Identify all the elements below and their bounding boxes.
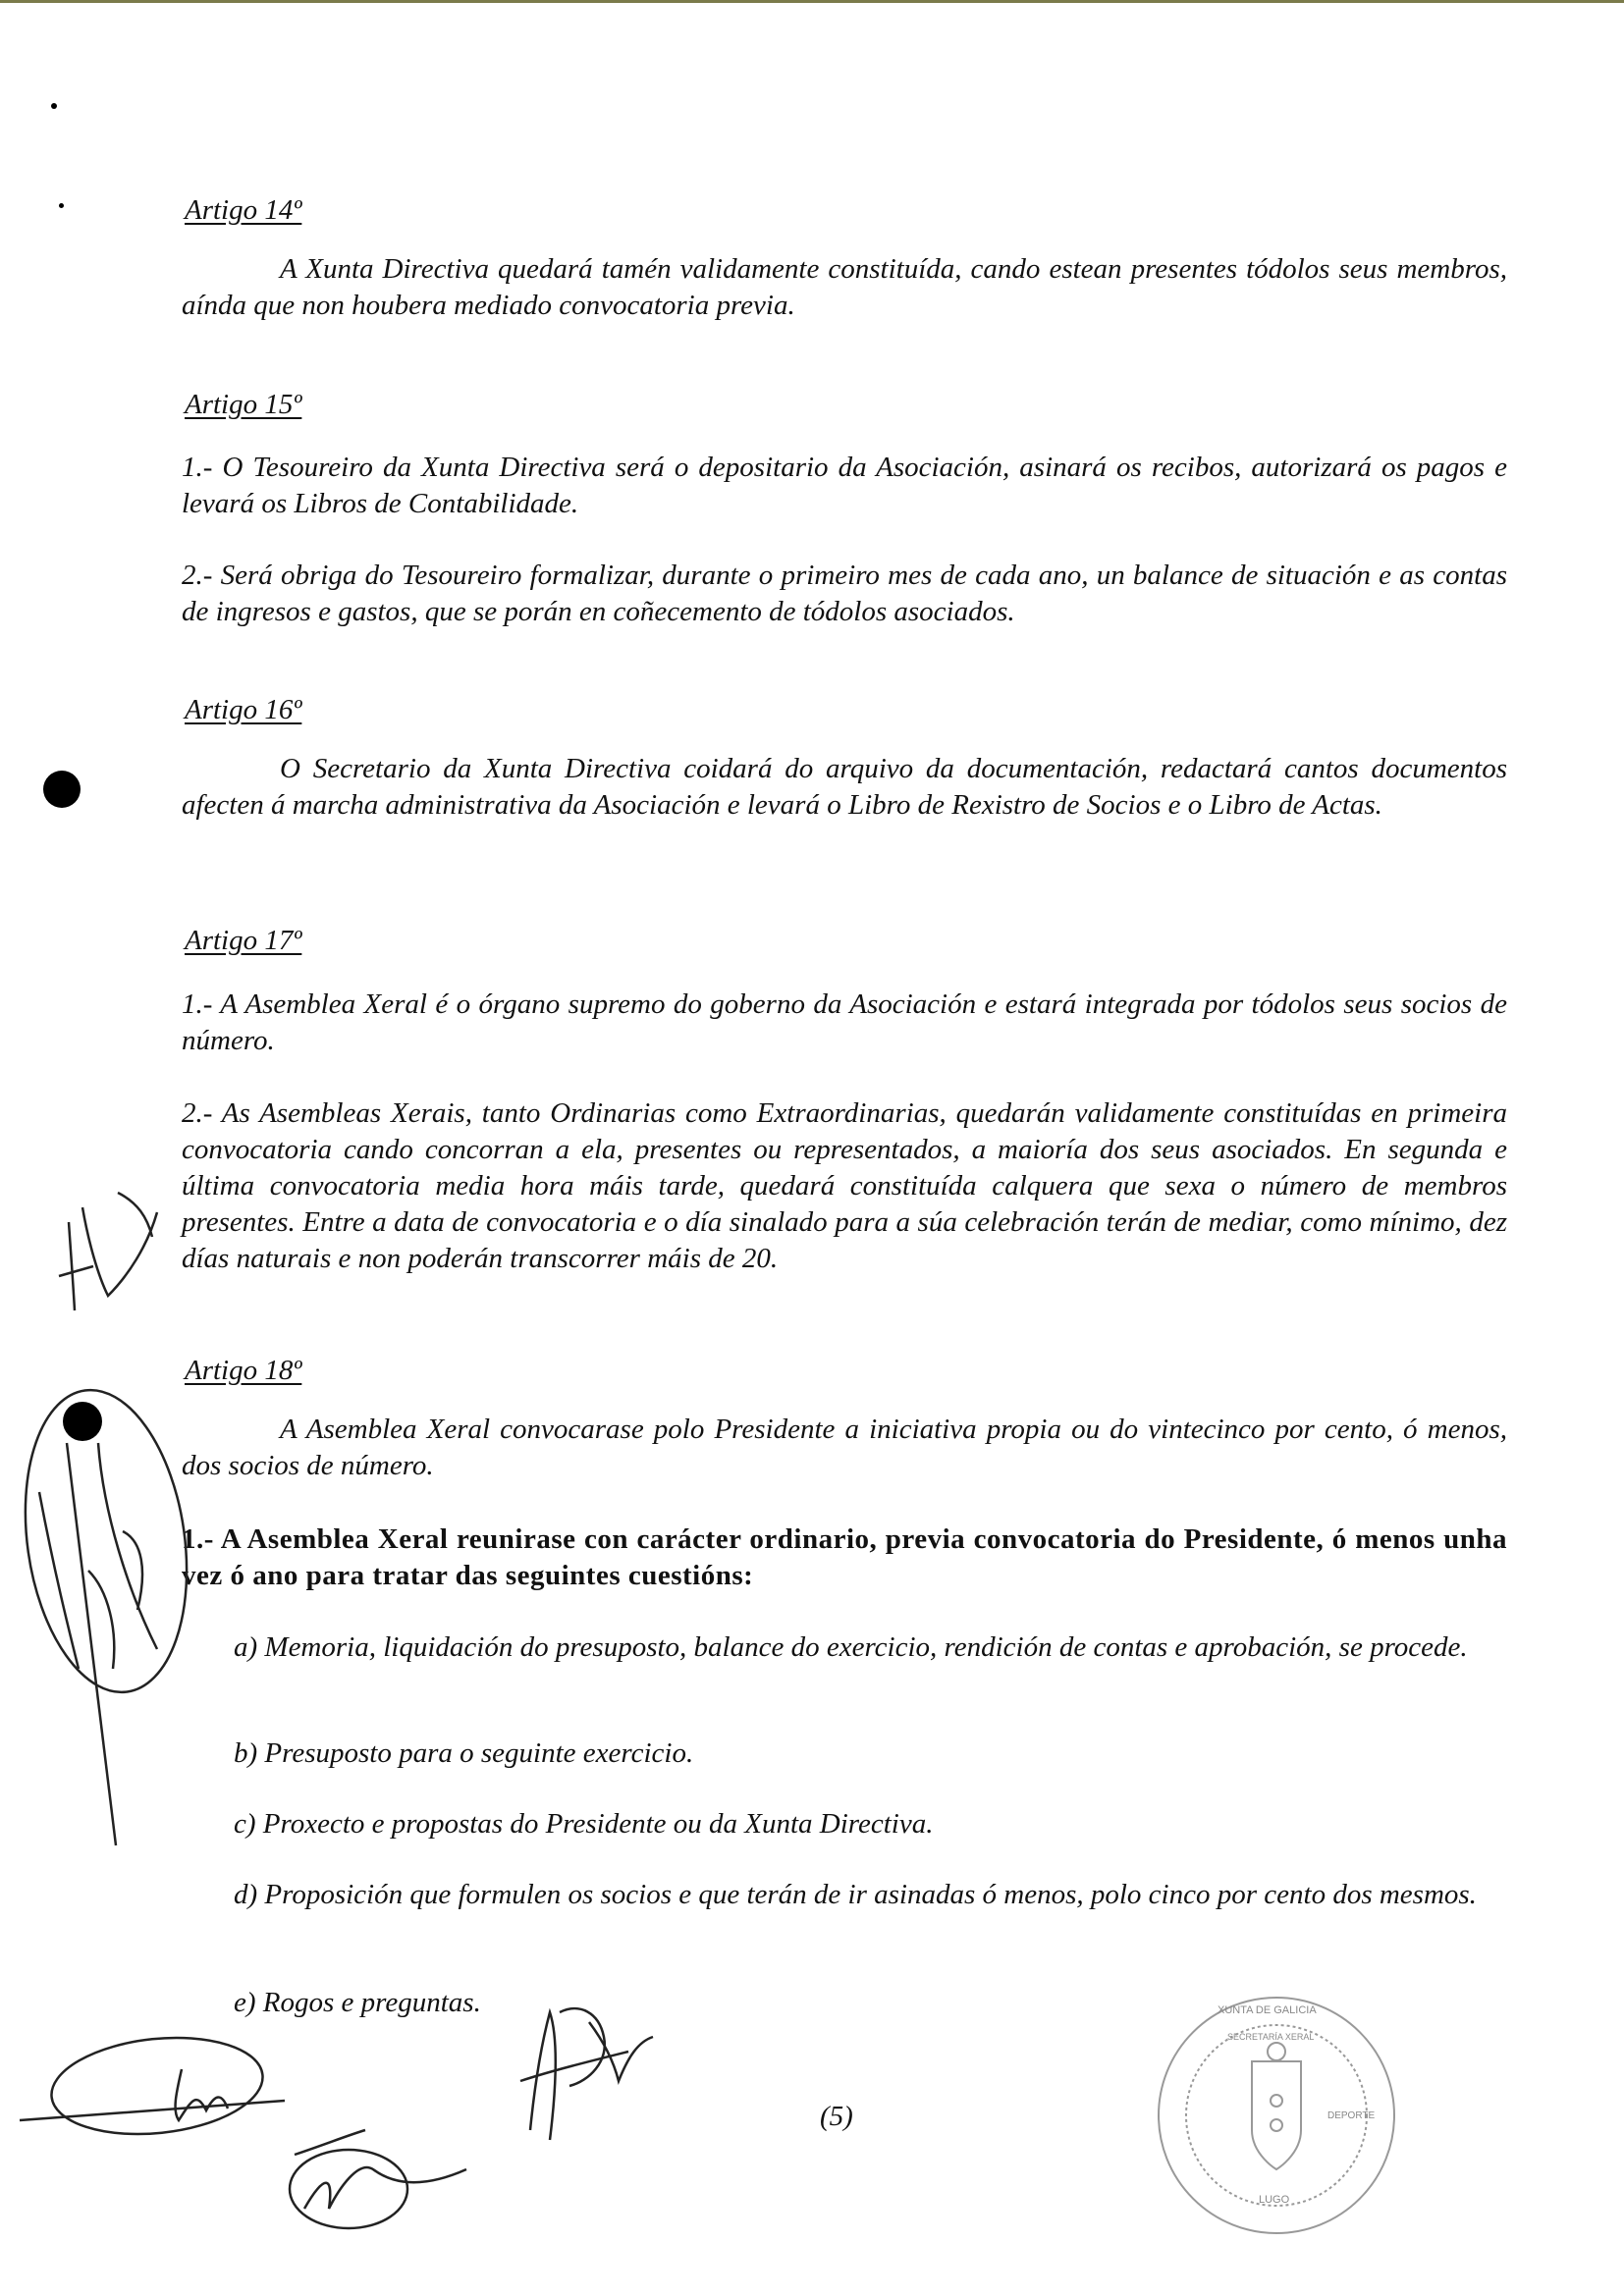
handwritten-signature-4 <box>520 2008 653 2140</box>
article-17-paragraph-2: 2.- As Asembleas Xerais, tanto Ordinarias como Extraordinarias, quedarán validamente constituídas en primeira convocatoria cando concorran a ela, presentes ou representados, a maioría dos seus asociados. En segunda e última convocatoria media hora máis tarde, quedará constituída calquera que sexa o número de membros presentes. Entre a data de convocatoria e o día sinalado para a súa celebración terán de mediar, como mínimo, dez días naturais e non poderán transcorrer máis de 20. <box>182 1097 1507 1274</box>
article-18-item-b: b) Presuposto para o seguinte exercicio. <box>234 1737 694 1769</box>
article-14-text: A Xunta Directiva quedará tamén validamente constituída, cando estean presentes tódolos seus membros, aínda que non houbera mediado convocatoria previa. <box>182 253 1507 321</box>
page-number: (5) <box>820 2101 853 2132</box>
article-16-heading: Artigo 16º <box>185 694 302 725</box>
article-18-item-c: c) Proxecto e propostas do Presidente ou da Xunta Directiva. <box>234 1808 934 1840</box>
seal-text-bottom: LUGO <box>1259 2194 1290 2206</box>
article-17-heading: Artigo 17º <box>185 925 302 956</box>
article-18-paragraph-1: 1.- A Asemblea Xeral reunirase con carácter ordinario, previa convocatoria do Presidente, ó menos unha vez ó ano para tratar das seguintes cuestións: <box>182 1523 1507 1591</box>
handwritten-signature-3 <box>20 2028 466 2228</box>
article-18-item-e: e) Rogos e preguntas. <box>234 1987 481 2018</box>
article-15-paragraph-2: 2.- Será obriga do Tesoureiro formalizar, durante o primeiro mes de cada ano, un balance de situación e as contas de ingresos e gastos, que se porán en coñecemento de tódolos asociados. <box>182 560 1507 627</box>
article-16-text: O Secretario da Xunta Directiva coidará do arquivo da documentación, redactará cantos documentos afecten á marcha administrativa da Asociación e levará o Libro de Rexistro de Socios e o Libro de Actas. <box>182 753 1507 821</box>
seal-text-right: DEPORTE <box>1327 2110 1376 2121</box>
seal-text-inner: SECRETARÍA XERAL <box>1227 2032 1315 2042</box>
article-18-intro: A Asemblea Xeral convocarase polo Presidente a iniciativa propia ou do vintecinco por cento, ó menos, dos socios de número. <box>182 1414 1507 1481</box>
article-18-item-d: d) Proposición que formulen os socios e que terán de ir asinadas ó menos, polo cinco por cento dos mesmos. <box>234 1879 1477 1910</box>
seal-text-top: XUNTA DE GALICIA <box>1218 2004 1317 2016</box>
article-14-heading: Artigo 14º <box>185 194 302 226</box>
handwritten-signature-1 <box>59 1193 157 1310</box>
article-17-paragraph-1: 1.- A Asemblea Xeral é o órgano supremo do goberno da Asociación e estará integrada por tódolos seus socios de número. <box>182 988 1507 1056</box>
article-15-heading: Artigo 15º <box>185 389 302 420</box>
article-18-item-a: a) Memoria, liquidación do presuposto, balance do exercicio, rendición de contas e aprobación, se procede. <box>234 1631 1468 1663</box>
handwritten-signature-2 <box>7 1379 205 1845</box>
article-18-heading: Artigo 18º <box>185 1355 302 1386</box>
article-15-paragraph-1: 1.- O Tesoureiro da Xunta Directiva será o depositario da Asociación, asinará os recibos, autorizará os pagos e levará os Libros de Contabilidade. <box>182 452 1507 519</box>
